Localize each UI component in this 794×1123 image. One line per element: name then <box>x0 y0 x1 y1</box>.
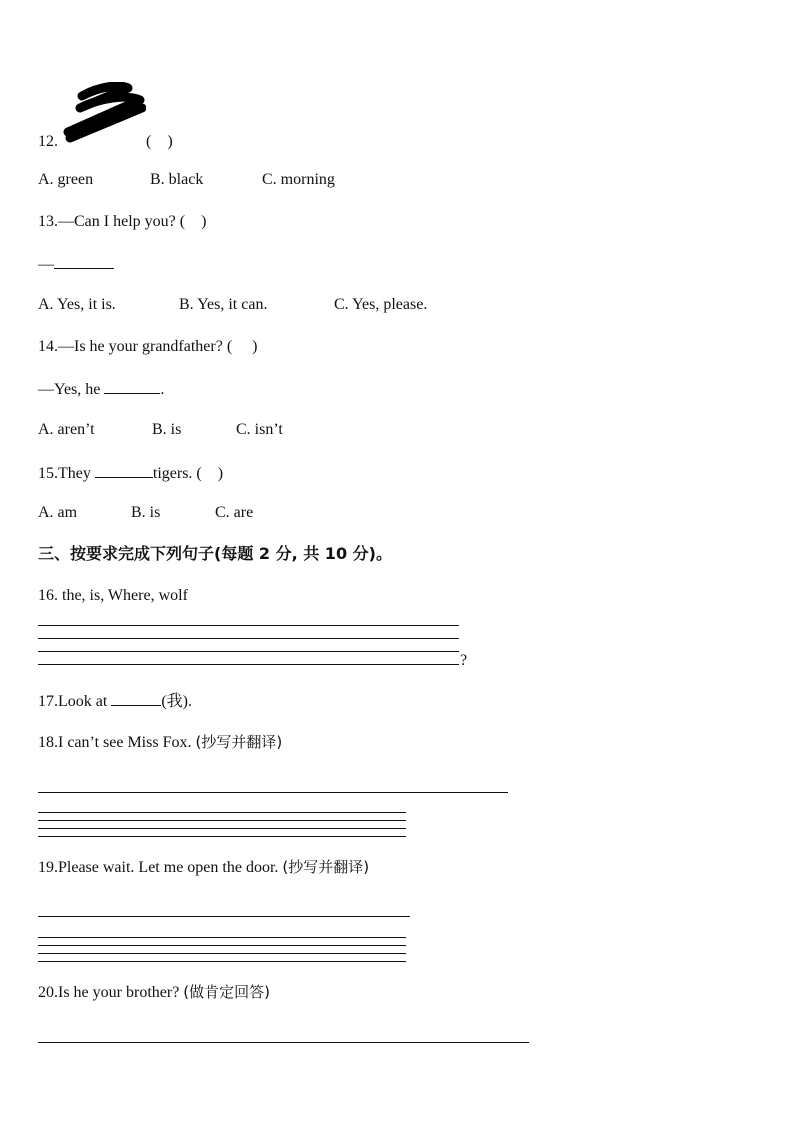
writing-line <box>38 651 459 652</box>
question-13-prompt: 13.—Can I help you? ( ) <box>38 213 207 230</box>
prompt-text: 19.Please wait. Let me open the door. <box>38 859 283 876</box>
question-number: 12. <box>38 133 58 150</box>
instruction-note: (抄写并翻译) <box>195 733 283 751</box>
writing-line <box>38 836 406 837</box>
option-b: B. is <box>131 504 161 521</box>
question-19-prompt <box>38 857 369 878</box>
writing-line <box>38 664 459 665</box>
writing-line <box>38 1042 529 1043</box>
writing-line <box>38 953 406 954</box>
option-a: A. Yes, it is. <box>38 296 116 313</box>
answer-dash: — <box>38 256 54 273</box>
writing-line <box>38 792 508 793</box>
question-17-prompt <box>38 690 192 712</box>
option-a: A. green <box>38 171 94 188</box>
option-a: A. am <box>38 504 78 521</box>
prompt-suffix: tigers. ( ) <box>152 465 224 482</box>
question-14-options <box>38 420 283 440</box>
writing-line <box>38 828 406 829</box>
question-14-answer <box>38 378 164 400</box>
question-18-prompt <box>38 732 282 753</box>
instruction-note: (抄写并翻译) <box>282 858 370 876</box>
writing-line <box>38 945 406 946</box>
prompt-text: 18.I can’t see Miss Fox. <box>38 734 196 751</box>
answer-parentheses: ( ) <box>146 133 173 150</box>
writing-line <box>38 916 410 917</box>
question-20-prompt <box>38 982 270 1003</box>
prompt-text: 20.Is he your brother? <box>38 984 184 1001</box>
writing-line <box>38 961 406 962</box>
writing-line <box>38 820 406 821</box>
answer-blank <box>104 378 160 394</box>
question-15-options <box>38 503 253 523</box>
prompt-prefix: 15.They <box>38 465 95 482</box>
option-c: C. Yes, please. <box>334 296 428 313</box>
writing-line <box>38 638 459 639</box>
answer-suffix: . <box>160 381 165 398</box>
option-c: C. morning <box>262 171 335 188</box>
question-16-prompt: 16. the, is, Where, wolf <box>38 587 188 604</box>
question-14-prompt: 14.—Is he your grandfather? ( ) <box>38 338 258 355</box>
instruction-note: (做肯定回答) <box>183 983 271 1001</box>
option-a: A. aren’t <box>38 421 95 438</box>
prompt-prefix: 17.Look at <box>38 693 112 710</box>
answer-blank <box>54 253 114 269</box>
writing-line <box>38 625 459 626</box>
option-c: C. are <box>215 504 254 521</box>
answer-blank <box>111 690 161 706</box>
option-c: C. isn’t <box>236 421 283 438</box>
writing-line <box>38 812 406 813</box>
option-b: B. black <box>150 171 204 188</box>
answer-blank <box>95 462 153 478</box>
option-b: B. Yes, it can. <box>179 296 268 313</box>
section-3-heading: 三、按要求完成下列句子(每题 2 分, 共 10 分)。 <box>38 544 392 563</box>
question-12-options <box>38 170 335 190</box>
question-12 <box>38 132 173 152</box>
prompt-suffix: (我). <box>161 693 192 710</box>
answer-prefix: —Yes, he <box>38 381 105 398</box>
option-b: B. is <box>152 421 182 438</box>
question-13-answer <box>38 253 114 275</box>
end-question-mark: ? <box>460 652 468 669</box>
question-15-prompt <box>38 462 223 484</box>
writing-line <box>38 937 406 938</box>
question-13-options <box>38 295 427 315</box>
